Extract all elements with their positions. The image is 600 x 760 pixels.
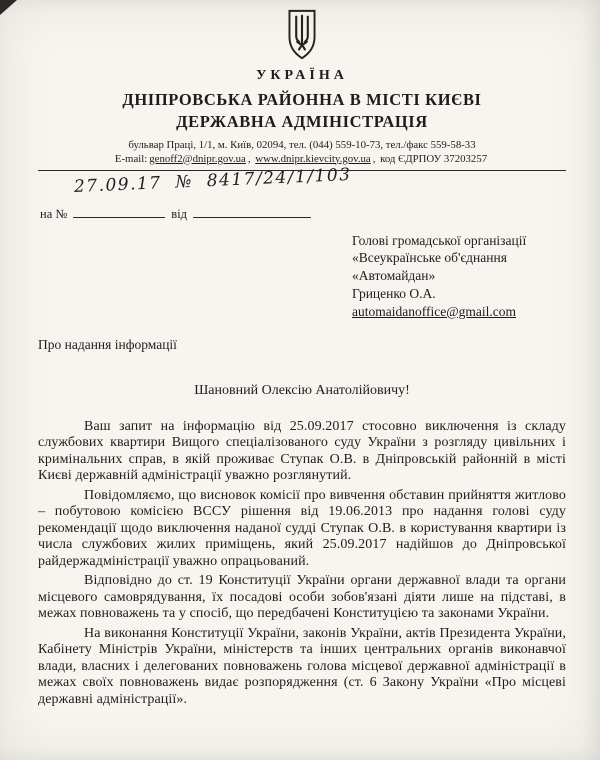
letterhead: [38, 8, 566, 171]
recipient-email: automaidanoffice@gmail.com: [352, 303, 517, 319]
org-email: genoff2@dnipr.gov.ua: [149, 152, 246, 165]
letter-body: [38, 419, 566, 709]
recipient-line: «Автомайдан»: [352, 268, 436, 284]
edrpou-code: код ЄДРПОУ 37203257: [380, 152, 488, 165]
comma-separator: ,: [247, 152, 251, 165]
recipient-block: [352, 232, 566, 321]
email-label: E-mail:: [114, 152, 148, 165]
body-paragraph: Ваш запит на інформацію від 25.09.2017 стосовно виключення із складу службових квартири Вищого спеціалізованого суду України з розгляду цивільних і кримінальних справ, в якій проживає Ступак О.В. в Дніпровській районній в місті Києві державній адміністрації уважно розглянутий.: [38, 418, 566, 484]
org-website: www.dnipr.kievcity.gov.ua: [255, 152, 371, 165]
org-name: [38, 89, 566, 134]
recipient-line: Гриценко О.А.: [352, 285, 436, 301]
recipient-line: «Всеукраїнське об'єднання: [352, 250, 507, 266]
handwritten-outgoing-ref: 27.09.17 № 8417/24/1/103: [73, 164, 352, 197]
ukraine-trident-icon: [282, 8, 322, 62]
vid-label: від: [171, 206, 188, 221]
address-line: бульвар Праці, 1/1, м. Київ, 02094, тел. (044) 559-10-73, тел./факс 559-58-33: [128, 138, 476, 151]
na-label: на №: [40, 206, 68, 221]
org-name-line2: ДЕРЖАВНА АДМІНІСТРАЦІЯ: [176, 112, 428, 132]
comma-separator: ,: [372, 152, 376, 165]
scan-corner-artifact: [0, 0, 17, 15]
country-name: УКРАЇНА: [256, 68, 348, 83]
body-paragraph: Повідомляємо, що висновок комісії про вивчення обставин прийняття житлово – побутовою комісією ВССУ рішення від 19.06.2013 про надання голові суду рекомендації щодо виключення наданої судді Ступак О.В. в користування квартири із числа службових жилих приміщень, який 25.09.2017 надійшов до Дніпровської райдержадміністрації уважно опрацьований.: [38, 487, 566, 569]
body-paragraph: На виконання Конституції України, законів України, актів Президента України, Кабінету Міністрів України, міністерств та інших центральних органів виконавчої влади, власних і делегованих повноважень голова місцевої державної адміністрації в межах своїх повноважень видає розпорядження (ст. 6 Закону України «Про місцеві державні адміністрації».: [38, 625, 566, 707]
incoming-ref-line: [40, 205, 566, 222]
subject-line: Про надання інформації: [38, 336, 177, 352]
ref-date-blank: [193, 205, 311, 218]
recipient-line: Голові громадської організації: [352, 232, 527, 248]
ref-number-blank: [73, 205, 165, 218]
salutation: Шановний Олексію Анатолійовичу!: [194, 382, 410, 398]
body-paragraph: Відповідно до ст. 19 Конституції України органи державної влади та органи місцевого самоврядування, їх посадові особи зобов'язані діяти лише на підставі, в межах повноважень та у спосіб, що передбачені Конституцією та законами України.: [38, 573, 566, 622]
org-name-line1: ДНІПРОВСЬКА РАЙОННА В МІСТІ КИЄВІ: [122, 90, 482, 109]
